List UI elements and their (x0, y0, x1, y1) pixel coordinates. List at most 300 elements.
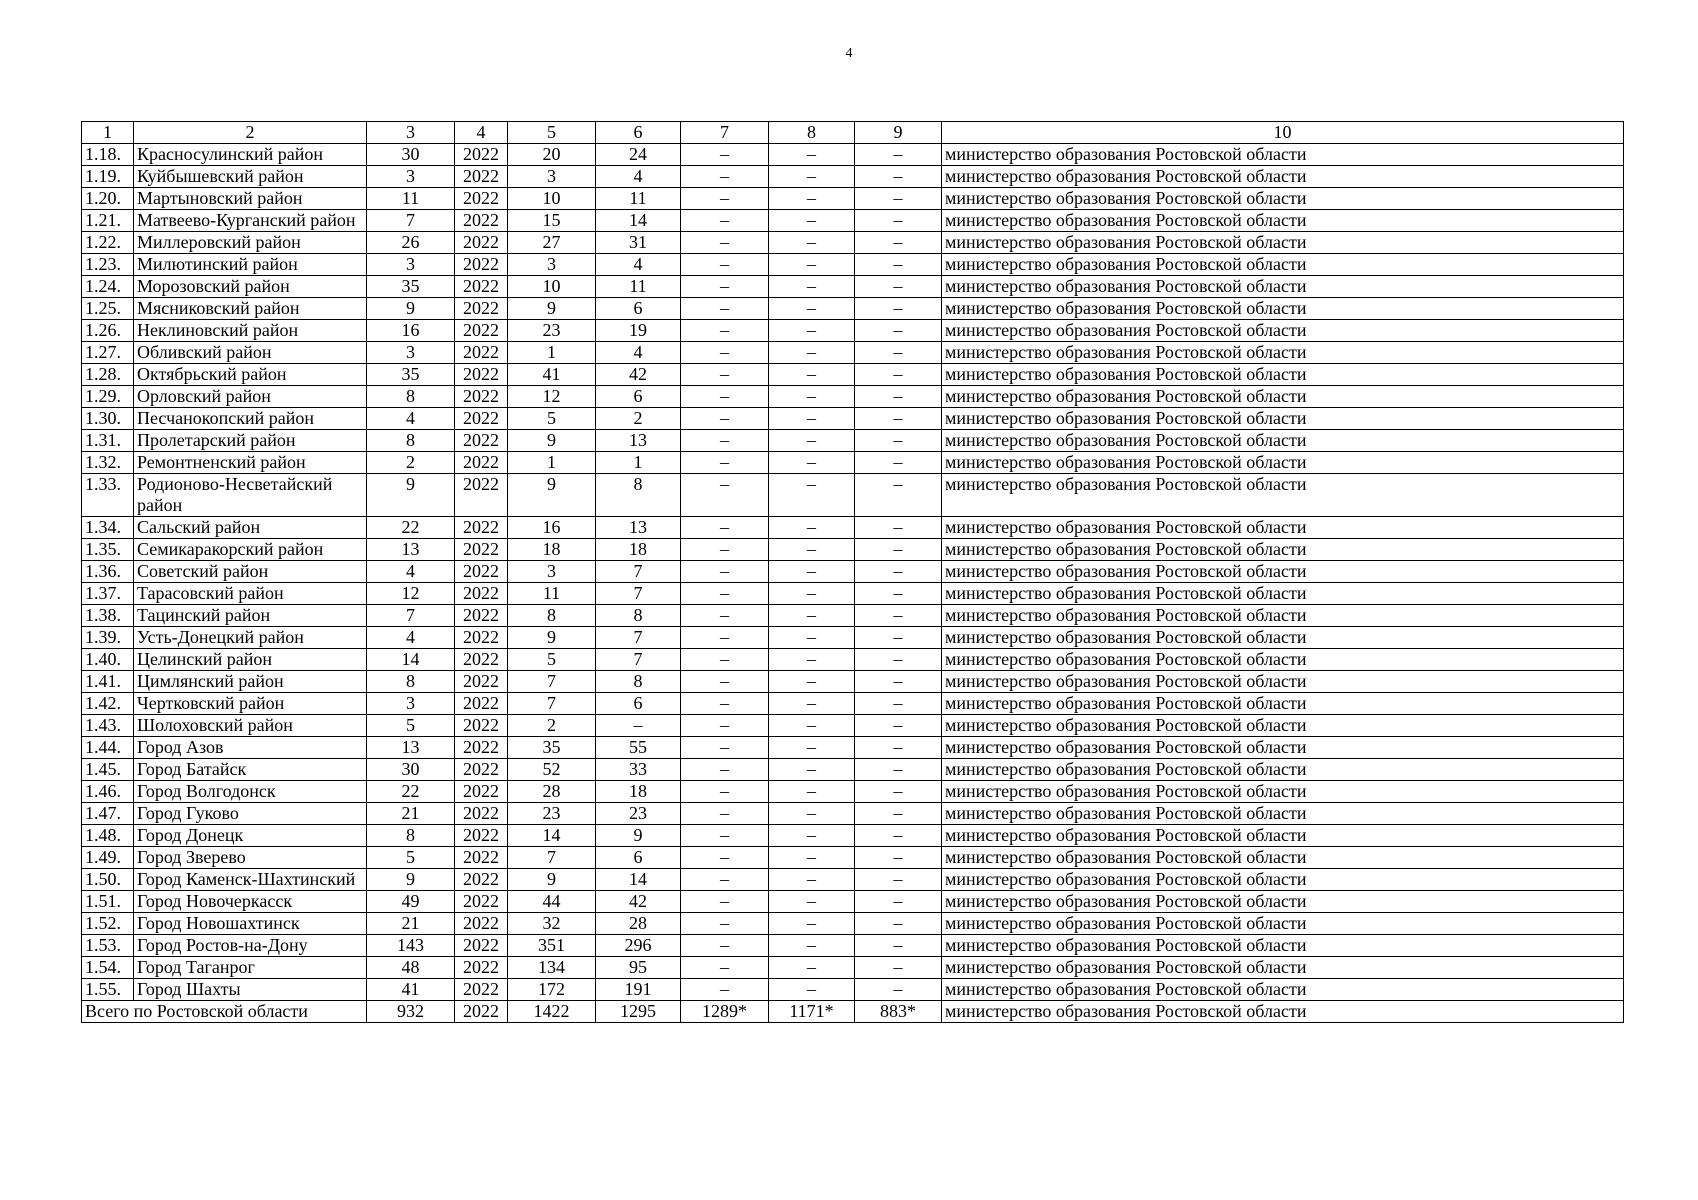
table-cell: Город Каменск-Шахтинский (134, 869, 367, 891)
table-cell: министерство образования Ростовской области (942, 539, 1624, 561)
total-cell: 2022 (455, 1001, 508, 1023)
table-cell: 2022 (455, 583, 508, 605)
table-cell: 6 (596, 298, 681, 320)
table-cell: – (681, 583, 769, 605)
table-cell: 2022 (455, 474, 508, 517)
table-cell: Город Ростов-на-Дону (134, 935, 367, 957)
table-cell: 41 (508, 364, 596, 386)
table-cell: – (769, 276, 855, 298)
table-cell: – (681, 869, 769, 891)
table-cell: – (681, 957, 769, 979)
table-cell: – (769, 474, 855, 517)
table-cell: 44 (508, 891, 596, 913)
table-cell: министерство образования Ростовской области (942, 430, 1624, 452)
table-cell: 1.44. (82, 737, 134, 759)
table-cell: 35 (367, 276, 455, 298)
table-cell: – (855, 342, 942, 364)
table-cell: 42 (596, 891, 681, 913)
table-cell: – (855, 430, 942, 452)
table-cell: 8 (367, 671, 455, 693)
table-cell: 2022 (455, 825, 508, 847)
table-row (82, 408, 1624, 430)
table-cell: – (681, 605, 769, 627)
table-cell: 28 (596, 913, 681, 935)
header-cell: 10 (942, 122, 1624, 144)
table-cell: – (769, 517, 855, 539)
table-row (82, 781, 1624, 803)
table-cell: – (769, 803, 855, 825)
table-cell: – (681, 671, 769, 693)
header-row (82, 122, 1624, 144)
table-cell: – (769, 320, 855, 342)
table-cell: 1.33. (82, 474, 134, 517)
table-cell: 2022 (455, 715, 508, 737)
table-cell: Город Азов (134, 737, 367, 759)
table-cell: 24 (596, 144, 681, 166)
table-cell: Родионово-Несветайский район (134, 474, 367, 517)
table-cell: – (855, 276, 942, 298)
table-cell: Советский район (134, 561, 367, 583)
table-cell: 18 (596, 781, 681, 803)
table-cell: – (855, 737, 942, 759)
table-cell: 95 (596, 957, 681, 979)
table-cell: – (855, 627, 942, 649)
table-cell: 2 (508, 715, 596, 737)
table-cell: 22 (367, 517, 455, 539)
table-cell: 8 (596, 671, 681, 693)
header-cell: 2 (134, 122, 367, 144)
table-cell: – (681, 561, 769, 583)
table-cell: Ремонтненский район (134, 452, 367, 474)
table-cell: Морозовский район (134, 276, 367, 298)
table-cell: – (769, 430, 855, 452)
table-row (82, 957, 1624, 979)
table-cell: министерство образования Ростовской области (942, 627, 1624, 649)
table-cell: 12 (508, 386, 596, 408)
table-cell: Город Батайск (134, 759, 367, 781)
table-cell: 13 (367, 737, 455, 759)
table-cell: – (681, 781, 769, 803)
table-cell: 1.20. (82, 188, 134, 210)
table-cell: – (769, 979, 855, 1001)
header-cell: 6 (596, 122, 681, 144)
table-cell: Усть-Донецкий район (134, 627, 367, 649)
table-cell: 2022 (455, 430, 508, 452)
table-cell: – (681, 627, 769, 649)
table-cell: 3 (367, 342, 455, 364)
table-cell: – (769, 166, 855, 188)
table-cell: 1.21. (82, 210, 134, 232)
table-cell: 4 (596, 166, 681, 188)
table-cell: – (681, 276, 769, 298)
table-row (82, 891, 1624, 913)
table-body (82, 122, 1624, 1023)
table-cell: – (769, 210, 855, 232)
table-cell: – (855, 539, 942, 561)
table-cell: Куйбышевский район (134, 166, 367, 188)
table-cell: 14 (596, 869, 681, 891)
table-cell: 2022 (455, 364, 508, 386)
table-row (82, 825, 1624, 847)
table-cell: – (681, 759, 769, 781)
table-cell: Город Волгодонск (134, 781, 367, 803)
table-cell: – (681, 166, 769, 188)
table-cell: – (855, 935, 942, 957)
table-cell: 1.48. (82, 825, 134, 847)
table-cell: 1.25. (82, 298, 134, 320)
table-cell: 9 (367, 298, 455, 320)
table-cell: – (855, 320, 942, 342)
table-cell: 1.34. (82, 517, 134, 539)
table-cell: – (855, 561, 942, 583)
table-cell: 3 (508, 166, 596, 188)
table-cell: 1.32. (82, 452, 134, 474)
table-cell: министерство образования Ростовской области (942, 210, 1624, 232)
table-cell: 14 (596, 210, 681, 232)
table-cell: 1.27. (82, 342, 134, 364)
table-cell: 8 (367, 386, 455, 408)
table-cell: – (681, 430, 769, 452)
table-cell: 21 (367, 913, 455, 935)
table-row (82, 517, 1624, 539)
table-cell: 1.23. (82, 254, 134, 276)
table-cell: министерство образования Ростовской области (942, 715, 1624, 737)
table-cell: Город Новочеркасск (134, 891, 367, 913)
table-cell: – (681, 210, 769, 232)
table-cell: – (681, 298, 769, 320)
table-cell: – (769, 957, 855, 979)
table-cell: министерство образования Ростовской области (942, 320, 1624, 342)
table-cell: 2022 (455, 891, 508, 913)
table-cell: – (681, 188, 769, 210)
table-cell: – (681, 452, 769, 474)
table-cell: Орловский район (134, 386, 367, 408)
header-cell: 5 (508, 122, 596, 144)
table-cell: 1.53. (82, 935, 134, 957)
table-cell: – (855, 188, 942, 210)
table-cell: 3 (367, 254, 455, 276)
table-row (82, 232, 1624, 254)
table-cell: 191 (596, 979, 681, 1001)
total-cell: 883* (855, 1001, 942, 1023)
table-cell: – (681, 254, 769, 276)
table-cell: 2022 (455, 561, 508, 583)
table-cell: – (855, 847, 942, 869)
table-cell: – (855, 825, 942, 847)
table-cell: 55 (596, 737, 681, 759)
table-cell: 5 (367, 715, 455, 737)
table-cell: Матвеево-Курганский район (134, 210, 367, 232)
table-cell: 9 (508, 298, 596, 320)
table-cell: 1.31. (82, 430, 134, 452)
table-cell: 35 (508, 737, 596, 759)
table-cell: 172 (508, 979, 596, 1001)
table-row (82, 276, 1624, 298)
table-cell: – (855, 715, 942, 737)
table-cell: 30 (367, 144, 455, 166)
table-cell: – (769, 561, 855, 583)
table-cell: – (855, 803, 942, 825)
table-cell: 6 (596, 386, 681, 408)
table-cell: – (855, 452, 942, 474)
table-cell: – (681, 649, 769, 671)
table-cell: 8 (367, 430, 455, 452)
table-cell: 2022 (455, 627, 508, 649)
total-label: Всего по Ростовской области (82, 1001, 367, 1023)
table-cell: министерство образования Ростовской области (942, 386, 1624, 408)
table-cell: 8 (596, 474, 681, 517)
table-cell: министерство образования Ростовской области (942, 891, 1624, 913)
table-cell: министерство образования Ростовской области (942, 452, 1624, 474)
table-cell: Город Зверево (134, 847, 367, 869)
table-cell: 2022 (455, 276, 508, 298)
table-cell: 11 (596, 276, 681, 298)
table-cell: 2022 (455, 869, 508, 891)
table-cell: 1.47. (82, 803, 134, 825)
table-row (82, 561, 1624, 583)
table-cell: 1.49. (82, 847, 134, 869)
table-cell: 4 (596, 342, 681, 364)
table-cell: 4 (367, 561, 455, 583)
table-cell: министерство образования Ростовской области (942, 188, 1624, 210)
table-row (82, 979, 1624, 1001)
table-cell: – (681, 693, 769, 715)
table-row (82, 869, 1624, 891)
table-cell: – (681, 474, 769, 517)
table-cell: – (769, 342, 855, 364)
table-cell: Октябрьский район (134, 364, 367, 386)
table-cell: 2022 (455, 671, 508, 693)
table-cell: 2022 (455, 649, 508, 671)
table-cell: – (769, 144, 855, 166)
table-cell: 7 (508, 847, 596, 869)
table-cell: 1.45. (82, 759, 134, 781)
table-cell: 42 (596, 364, 681, 386)
table-cell: Красносулинский район (134, 144, 367, 166)
table-cell: – (681, 935, 769, 957)
table-cell: Город Новошахтинск (134, 913, 367, 935)
table-row (82, 627, 1624, 649)
table-cell: 1.39. (82, 627, 134, 649)
table-cell: 1.51. (82, 891, 134, 913)
table-cell: 1.38. (82, 605, 134, 627)
table-cell: 2022 (455, 913, 508, 935)
table-cell: министерство образования Ростовской области (942, 408, 1624, 430)
table-row (82, 605, 1624, 627)
table-cell: министерство образования Ростовской области (942, 517, 1624, 539)
table-cell: – (769, 583, 855, 605)
table-cell: Город Таганрог (134, 957, 367, 979)
table-cell: – (769, 715, 855, 737)
table-cell: – (855, 979, 942, 1001)
table-cell: – (681, 517, 769, 539)
table-cell: – (769, 781, 855, 803)
table-cell: – (769, 693, 855, 715)
table-cell: Пролетарский район (134, 430, 367, 452)
table-row (82, 320, 1624, 342)
table-cell: – (855, 649, 942, 671)
table-cell: 2022 (455, 935, 508, 957)
table-cell: 11 (508, 583, 596, 605)
table-cell: министерство образования Ростовской области (942, 957, 1624, 979)
table-cell: 16 (367, 320, 455, 342)
table-cell: 2022 (455, 737, 508, 759)
header-cell: 9 (855, 122, 942, 144)
table-cell: – (855, 386, 942, 408)
table-row (82, 342, 1624, 364)
table-cell: – (769, 254, 855, 276)
table-cell: 3 (508, 561, 596, 583)
table-cell: 7 (508, 693, 596, 715)
table-cell: Семикаракорский район (134, 539, 367, 561)
table-cell: 7 (367, 210, 455, 232)
table-cell: министерство образования Ростовской области (942, 342, 1624, 364)
table-cell: Город Донецк (134, 825, 367, 847)
table-cell: – (681, 364, 769, 386)
table-cell: – (769, 364, 855, 386)
table-cell: – (769, 825, 855, 847)
table-cell: – (855, 408, 942, 430)
table-cell: 15 (508, 210, 596, 232)
table-cell: 5 (508, 408, 596, 430)
table-cell: министерство образования Ростовской области (942, 605, 1624, 627)
table-cell: 7 (596, 649, 681, 671)
table-cell: министерство образования Ростовской области (942, 979, 1624, 1001)
table-cell: 2022 (455, 188, 508, 210)
table-cell: – (769, 539, 855, 561)
table-cell: 2022 (455, 386, 508, 408)
table-cell: – (769, 408, 855, 430)
table-cell: Миллеровский район (134, 232, 367, 254)
table-cell: – (681, 715, 769, 737)
table-cell: 48 (367, 957, 455, 979)
table-cell: 1.54. (82, 957, 134, 979)
header-cell: 8 (769, 122, 855, 144)
table-cell: 2022 (455, 759, 508, 781)
table-cell: 2022 (455, 957, 508, 979)
table-cell: – (681, 342, 769, 364)
table-cell: 14 (367, 649, 455, 671)
table-cell: 1 (508, 452, 596, 474)
table-row (82, 715, 1624, 737)
table-cell: 6 (596, 847, 681, 869)
table-row (82, 539, 1624, 561)
table-cell: 23 (508, 320, 596, 342)
table-cell: 2022 (455, 781, 508, 803)
table-cell: – (855, 166, 942, 188)
table-cell: – (855, 671, 942, 693)
table-cell: 296 (596, 935, 681, 957)
table-cell: 2022 (455, 166, 508, 188)
table-cell: 1.30. (82, 408, 134, 430)
header-cell: 3 (367, 122, 455, 144)
table-cell: 27 (508, 232, 596, 254)
table-cell: 41 (367, 979, 455, 1001)
table-cell: 2022 (455, 517, 508, 539)
table-cell: 11 (596, 188, 681, 210)
table-cell: 49 (367, 891, 455, 913)
table-cell: 7 (508, 671, 596, 693)
table-cell: 2022 (455, 320, 508, 342)
table-cell: 134 (508, 957, 596, 979)
table-row (82, 254, 1624, 276)
table-cell: 1.19. (82, 166, 134, 188)
table-cell: Город Шахты (134, 979, 367, 1001)
table-cell: 11 (367, 188, 455, 210)
table-cell: – (769, 869, 855, 891)
table-cell: – (681, 144, 769, 166)
table-cell: Чертковский район (134, 693, 367, 715)
table-cell: – (855, 583, 942, 605)
table-cell: 9 (508, 474, 596, 517)
table-cell: 1.26. (82, 320, 134, 342)
table-cell: министерство образования Ростовской области (942, 254, 1624, 276)
table-cell: 2022 (455, 232, 508, 254)
table-cell: 2022 (455, 539, 508, 561)
table-cell: 1.55. (82, 979, 134, 1001)
table-cell: 1.18. (82, 144, 134, 166)
table-cell: – (855, 605, 942, 627)
table-row (82, 364, 1624, 386)
table-cell: 12 (367, 583, 455, 605)
table-cell: министерство образования Ростовской области (942, 935, 1624, 957)
table-cell: 52 (508, 759, 596, 781)
table-row (82, 386, 1624, 408)
table-cell: 2022 (455, 605, 508, 627)
table-row (82, 693, 1624, 715)
table-row (82, 759, 1624, 781)
table-cell: министерство образования Ростовской области (942, 144, 1624, 166)
table-row (82, 430, 1624, 452)
table-cell: 9 (367, 474, 455, 517)
table-cell: 4 (596, 254, 681, 276)
table-cell: министерство образования Ростовской области (942, 649, 1624, 671)
header-cell: 4 (455, 122, 508, 144)
table-cell: 1.36. (82, 561, 134, 583)
total-cell: 932 (367, 1001, 455, 1023)
table-cell: Сальский район (134, 517, 367, 539)
total-cell: министерство образования Ростовской области (942, 1001, 1624, 1023)
table-cell: 351 (508, 935, 596, 957)
table-cell: – (769, 627, 855, 649)
table-row (82, 298, 1624, 320)
table-cell: 7 (596, 561, 681, 583)
table-cell: 9 (508, 430, 596, 452)
table-row (82, 737, 1624, 759)
table-cell: 13 (367, 539, 455, 561)
table-cell: – (681, 386, 769, 408)
table-cell: министерство образования Ростовской области (942, 671, 1624, 693)
table-cell: – (769, 759, 855, 781)
table-cell: министерство образования Ростовской области (942, 847, 1624, 869)
table-cell: 7 (367, 605, 455, 627)
table-cell: 7 (596, 583, 681, 605)
table-cell: 2 (367, 452, 455, 474)
table-cell: – (681, 232, 769, 254)
table-cell: Мясниковский район (134, 298, 367, 320)
table-cell: – (769, 188, 855, 210)
table-cell: 3 (508, 254, 596, 276)
table-cell: 1.28. (82, 364, 134, 386)
table-cell: 1.43. (82, 715, 134, 737)
total-cell: 1422 (508, 1001, 596, 1023)
table-cell: 5 (367, 847, 455, 869)
table-cell: 1.35. (82, 539, 134, 561)
table-cell: 13 (596, 430, 681, 452)
table-row (82, 210, 1624, 232)
table-cell: 2022 (455, 254, 508, 276)
table-cell: 20 (508, 144, 596, 166)
